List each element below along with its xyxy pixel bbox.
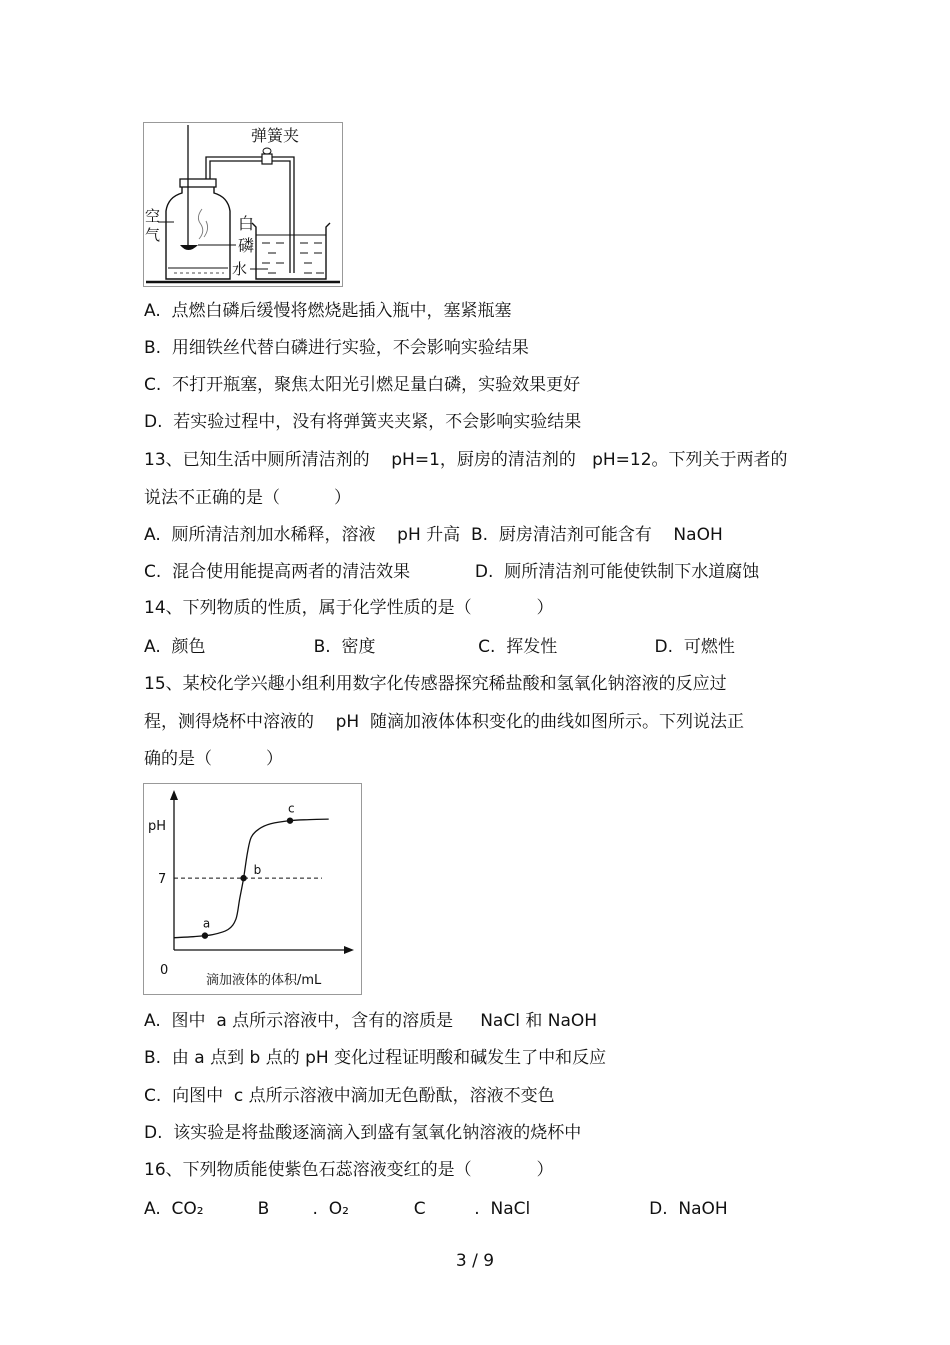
point-label-b: b [253,863,262,878]
air-label-2: 气 [145,226,161,244]
x-axis-arrow [344,946,354,954]
q16-stem: 16、下列物质能使紫色石蕊溶液变红的是（ ） [144,1160,554,1180]
spring-clamp [262,154,272,164]
combustion-spoon [180,245,198,250]
q13-stem-line2: 说法不正确的是（ ） [144,488,352,508]
q15-stem-line3: 确的是（ ） [144,749,284,769]
point-label-c: c [288,801,295,816]
y-axis-label: pH [148,819,167,834]
bottle-stopper [180,179,216,187]
page-number: 3 / 9 [455,1251,495,1271]
point-b [240,875,246,881]
q15-option-c: C. 向图中 c 点所示溶液中滴加无色酚酞，溶液不变色 [144,1086,555,1106]
q15-option-b: B. 由 a 点到 b 点的 pH 变化过程证明酸和碱发生了中和反应 [144,1048,607,1068]
phosphorus-label-2: 磷 [238,236,255,255]
q13-stem-line1: 13、已知生活中厕所清洁剂的 pH=1，厨房的清洁剂的 pH=12。下列关于两者的 [144,450,788,470]
water-label: 水 [232,260,248,278]
q15-stem-line2: 程，测得烧杯中溶液的 pH 随滴加液体体积变化的曲线如图所示。下列说法正 [144,712,744,732]
q12-option-b: B. 用细铁丝代替白磷进行实验，不会影响实验结果 [144,338,529,358]
q14-options: A. 颜色 B. 密度 C. 挥发性 D. 可燃性 [144,637,735,657]
q16-options: A. CO₂ B . O₂ C . NaCl D. NaOH [144,1199,728,1219]
point-label-a: a [202,916,211,931]
gas-bottle [166,185,230,279]
q12-option-c: C. 不打开瓶塞，聚焦太阳光引燃足量白磷，实验效果更好 [144,375,581,395]
ph-chart-svg [144,784,361,994]
y-axis-arrow [170,790,178,800]
q12-option-a: A. 点燃白磷后缓慢将燃烧匙插入瓶中，塞紧瓶塞 [144,301,512,321]
point-c [287,817,293,823]
phosphorus-label-1: 白 [238,214,255,233]
q15-option-a: A. 图中 a 点所示溶液中，含有的溶质是 NaCl 和 NaOH [144,1011,598,1031]
beaker [252,223,330,279]
apparatus-figure [143,122,343,287]
q15-stem-line1: 15、某校化学兴趣小组利用数字化传感器探究稀盐酸和氢氧化钠溶液的反应过 [144,674,727,694]
y-tick-7: 7 [158,872,167,888]
q13-options-line1: A. 厕所清洁剂加水稀释，溶液 pH 升高 B. 厨房清洁剂可能含有 NaOH [144,525,723,545]
air-label-1: 空 [145,207,161,225]
clamp-label: 弹簧夹 [251,126,300,145]
q13-options-line2: C. 混合使用能提高两者的清洁效果 D. 厕所清洁剂可能使铁制下水道腐蚀 [144,562,760,582]
origin-label: 0 [160,963,169,978]
q14-stem: 14、下列物质的性质，属于化学性质的是（ ） [144,598,554,618]
ph-curve-chart [143,783,362,995]
point-a [202,932,208,938]
q12-option-d: D. 若实验过程中，没有将弹簧夹夹紧，不会影响实验结果 [144,412,582,432]
beaker-water [262,243,324,273]
x-axis-label: 滴加液体的体积/mL [206,973,322,988]
q15-option-d: D. 该实验是将盐酸逐滴滴入到盛有氢氧化钠溶液的烧杯中 [144,1123,582,1143]
